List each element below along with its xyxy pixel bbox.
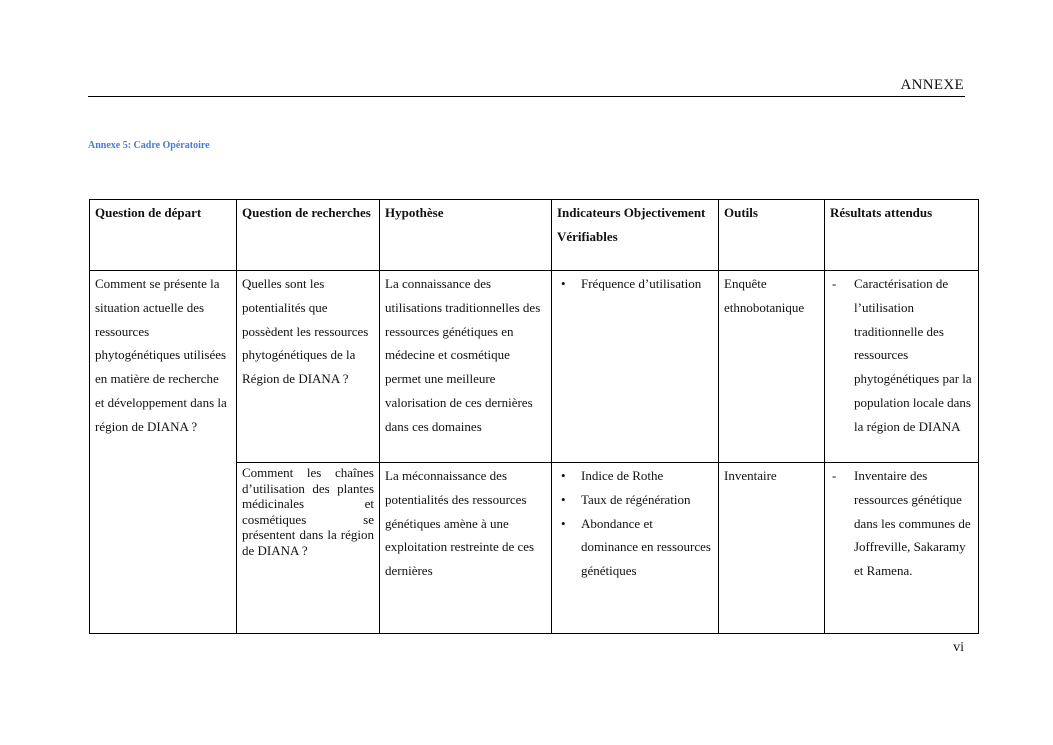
header-resultats: Résultats attendus	[825, 200, 979, 271]
annex-title: Annexe 5: Cadre Opératoire	[88, 140, 210, 151]
table-row	[90, 271, 979, 463]
indicator-item: • Indice de Rothe	[557, 464, 713, 488]
header-indicateurs: Indicateurs Objectivement Vérifiables	[552, 200, 719, 271]
result-item: - Inventaire des ressources génétique dans les communes de Joffreville, Sakaramy et Ramena.	[830, 464, 973, 583]
indicateurs-cell	[552, 463, 719, 634]
resultats-cell	[825, 463, 979, 634]
header-hypothese: Hypothèse	[380, 200, 552, 271]
outils-cell: Enquête ethnobotanique	[719, 271, 825, 463]
outils-cell: Inventaire	[719, 463, 825, 634]
header-question-recherches: Question de recherches	[237, 200, 380, 271]
indicator-item: • Taux de régénération	[557, 488, 713, 512]
indicateurs-cell	[552, 271, 719, 463]
question-recherche-cell: Quelles sont les potentialités que possèdent les ressources phytogénétiques de la Région de DIANA ?	[237, 271, 380, 463]
resultats-cell	[825, 271, 979, 463]
question-recherche-cell: Comment les chaînes d’utilisation des plantes médicinales et cosmétiques se présentent dans la région de DIANA ?	[237, 463, 380, 634]
result-item: - Caractérisation de l’utilisation traditionnelle des ressources phytogénétiques par la population locale dans la région de DIANA	[830, 272, 973, 439]
hypothese-cell: La méconnaissance des potentialités des ressources génétiques amène à une exploitation restreinte de ces dernières	[380, 463, 552, 634]
question-depart-cell: Comment se présente la situation actuelle des ressources phytogénétiques utilisées en matière de recherche et développement dans la région de DIANA ?	[90, 271, 237, 634]
page-number: vi	[953, 640, 964, 655]
header-question-depart: Question de départ	[90, 200, 237, 271]
running-header: ANNEXE	[900, 77, 964, 93]
hypothese-cell: La connaissance des utilisations traditionnelles des ressources génétiques en médecine et cosmétique permet une meilleure valorisation de ces dernières dans ces domaines	[380, 271, 552, 463]
operational-framework-table	[89, 199, 979, 634]
indicator-item: • Fréquence d’utilisation	[557, 272, 713, 296]
indicator-item: • Abondance et dominance en ressources génétiques	[557, 512, 713, 583]
header-outils: Outils	[719, 200, 825, 271]
table-header-row	[90, 200, 979, 271]
header-rule	[88, 96, 965, 97]
